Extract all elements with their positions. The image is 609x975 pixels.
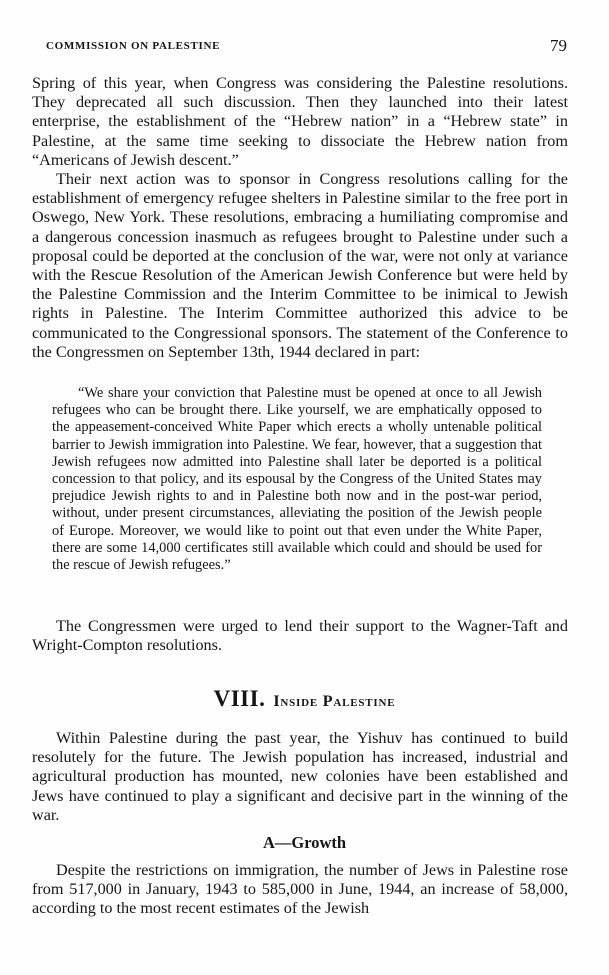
paragraph-1: Spring of this year, when Congress was considering the Palestine resolutions. They deprecated all such discussion. Then they launched into their latest enterprise, the establishment of the “Hebrew nation” in a “Hebrew state” in Palestine, at the same time seeking to dissociate the Hebrew nation from “Americans of Jewish descent.” (32, 74, 568, 169)
section-number: VIII. (213, 686, 266, 711)
section-heading (0, 686, 609, 712)
subsection-heading: A—Growth (262, 833, 347, 852)
paragraph-4: Within Palestine during the past year, the Yishuv has continued to build resolutely for the future. The Jewish population has increased, industrial and agricultural production has mounted, new colonies have been established and Jews have continued to play a significant and decisive part in the winning of the war. (32, 729, 568, 824)
body-block-bottom (32, 861, 568, 919)
section-title: Inside Palestine (273, 693, 396, 710)
body-block-section (32, 729, 568, 825)
paragraph-2: Their next action was to sponsor in Congress resolutions calling for the establishment of emergency refugee shelters in Palestine similar to the free port in Oswego, New York. These resolutions, embracing a humiliating compromise and a dangerous concession inasmuch as refugees brought to Palestine under such a proposal could be deported at the conclusion of the war, were not only at variance with the Rescue Resolution of the American Jewish Conference but were held by the Palestine Commission and the Interim Committee to be inimical to Jewish rights in Palestine. The Interim Committee authorized this advice to be communicated to the Congressional sponsors. The statement of the Conference to the Congressmen on September 13th, 1944 declared in part: (32, 170, 568, 361)
page-number: 79 (550, 36, 567, 55)
body-block-top (32, 74, 568, 362)
block-quote: “We share your conviction that Palestine must be opened at once to all Jewish refugees who can be brought there. Like yourself, we are emphatically opposed to the appeasement-conceived White Paper which erects a wholly untenable political barrier to Jewish immigration into Palestine. We fear, however, that a suggestion that Jewish refugees now admitted into Palestine shall later be deported is a political concession to that policy, and its espousal by the Congress of the United States may prejudice Jewish rights to and in Palestine both now and in the post-war period, without, under present circumstances, alleviating the position of the Jewish people of Europe. Moreover, we would like to point out that even under the White Paper, there are some 14,000 certificates still available which could and should be used for the rescue of Jewish refugees.” (52, 385, 542, 574)
running-header: COMMISSION ON PALESTINE (46, 40, 221, 52)
paragraph-3: The Congressmen were urged to lend their support to the Wagner-Taft and Wright-Compton resolutions. (32, 617, 568, 655)
body-block-middle (32, 617, 568, 655)
paragraph-5: Despite the restrictions on immigration, the number of Jews in Palestine rose from 517,000 in January, 1943 to 585,000 in June, 1944, an increase of 58,000, according to the most recent estimates of the Jewish (32, 861, 568, 918)
